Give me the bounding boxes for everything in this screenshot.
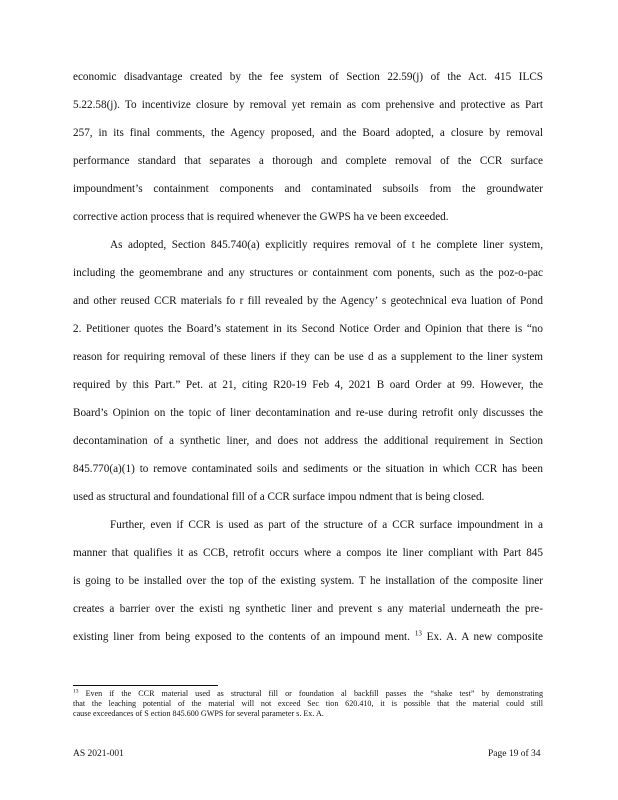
footnote-line (73, 689, 543, 699)
body-line: and other reused CCR materials fo r fill revealed by the Agency’ s geotechnical eva luation of Pond (73, 295, 543, 307)
body-line: manner that qualifies it as CCB, retrofit occurs where a compos ite liner compliant with Part 845 (73, 547, 543, 559)
body-line: performance standard that separates a thorough and complete removal of the CCR surface (73, 155, 543, 167)
footnote-line: cause exceedances of S ection 845.600 GWPS for several parameter s. Ex. A. (73, 709, 324, 718)
body-line-tail: Ex. A. A new composite (421, 631, 544, 643)
body-line: impoundment’s containment components and contaminated subsoils from the groundwater (73, 183, 543, 195)
body-line: 257, in its final comments, the Agency proposed, and the Board adopted, a closure by removal (73, 127, 543, 139)
body-line: decontamination of a synthetic liner, and does not address the additional requirement in Section (73, 435, 543, 447)
footnote-marker: 13 (73, 688, 79, 695)
body-line: is going to be installed over the top of the existing system. T he installation of the composite liner (73, 575, 543, 587)
body-line: corrective action process that is required whenever the GWPS ha ve been exceeded. (73, 211, 449, 223)
footnote-divider (73, 685, 218, 686)
footnote-line: that the leaching potential of the material will not exceed Sec tion 620.410, it is possible that the material could still (73, 699, 543, 708)
body-line-with-footnote (73, 630, 543, 644)
footnote-reference[interactable]: 13 (414, 629, 422, 638)
footnote-text: Even if the CCR material used as structural fill or foundation al backfill passes the “shake test” by demonstrating (78, 689, 543, 698)
body-line: used as structural and foundational fill of a CCR surface impou ndment that is being closed. (73, 491, 485, 503)
body-line-text: existing liner from being exposed to the contents of an impound ment. (73, 631, 410, 643)
body-line: creates a barrier over the existi ng synthetic liner and prevent s any material underneath the pre- (73, 603, 543, 615)
body-line: 845.770(a)(1) to remove contaminated soils and sediments or the situation in which CCR has been (73, 463, 543, 475)
page-number: Page 19 of 34 (488, 749, 541, 759)
docket-number: AS 2021-001 (73, 749, 124, 759)
body-line: including the geomembrane and any structures or containment com ponents, such as the poz-o-pac (73, 267, 543, 279)
body-line: required by this Part.” Pet. at 21, citing R20-19 Feb 4, 2021 B oard Order at 99. However, the (73, 379, 543, 391)
body-line: 2. Petitioner quotes the Board’s statement in its Second Notice Order and Opinion that there is “no (73, 323, 543, 335)
body-line: Board’s Opinion on the topic of liner decontamination and re-use during retrofit only discusses the (73, 407, 543, 419)
body-line: reason for requiring removal of these liners if they can be use d as a supplement to the liner system (73, 351, 543, 363)
body-line: Further, even if CCR is used as part of the structure of a CCR surface impoundment in a (110, 519, 543, 531)
body-line: 5.22.58(j). To incentivize closure by removal yet remain as com prehensive and protective as Part (73, 99, 543, 111)
body-line: As adopted, Section 845.740(a) explicitly requires removal of t he complete liner system, (110, 239, 543, 251)
body-line: economic disadvantage created by the fee system of Section 22.59(j) of the Act. 415 ILCS (73, 71, 543, 83)
